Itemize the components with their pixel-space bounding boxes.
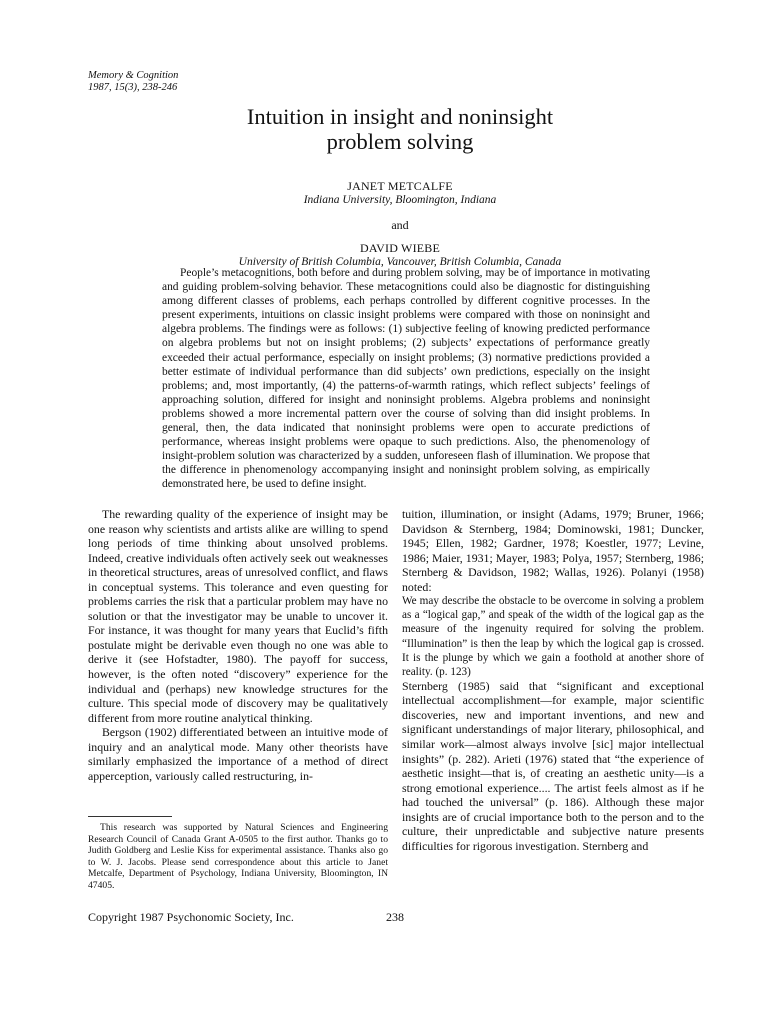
journal-volume: 1987, 15(3), 238-246 (88, 82, 178, 93)
author-separator: and (391, 218, 409, 232)
abstract: People’s metacognitions, both before and during problem solving, may be of importance in motivating and guiding problem-solving behavior. These metacognitions could also be diagnostic for distinguishing among different classes of problems, each perhaps controlled by different cognitive processes. In the present experiments, intuitions on classic insight problems were compared with those on noninsight and algebra problems. The findings were as follows: (1) subjective feeling of knowing predicted performance on algebra problems but not on insight problems; (2) subjects’ expectations of performance greatly exceeded their actual performance, especially on insight problems; (3) normative predictions provided a better estimate of individual performance than did subjects’ own predictions, especially on the insight problems; and, most importantly, (4) the patterns-of-warmth ratings, which reflect subjects’ feelings of approaching solution, differed for insight and noninsight problems. Algebra problems and noninsight problems showed a more incremental pattern over the course of solving than did insight problems. In general, then, the data indicated that noninsight problems were open to accurate predictions of performance, whereas insight problems were opaque to such predictions. Also, the phenomenology of insight-problem solution was characterized by a sudden, unforeseen flash of illumination. We propose that the difference in phenomenology accompanying insight and noninsight problem solving, as empirically demonstrated here, be used to define insight. (162, 267, 650, 491)
title-line-1: Intuition in insight and noninsight (246, 104, 554, 129)
body-paragraph: tuition, illumination, or insight (Adams, 1979; Bruner, 1966; Davidson & Sternberg, 1984; Dominowski, 1981; Duncker, 1945; Ellen, 1982; Gardner, 1978; Koestler, 1977; Levine, 1986; Maier, 1931; Mayer, 1983; Polya, 1957; Sternberg, 1986; Sternberg & Davidson, 1982; Wallas, 1926). Polanyi (1958) noted: (402, 507, 704, 594)
author-2 (150, 241, 650, 269)
author-name: DAVID WIEBE (359, 241, 441, 255)
body-column-left (88, 507, 388, 783)
body-column-right (402, 507, 704, 853)
paper-title (150, 104, 650, 154)
author-affiliation: Indiana University, Bloomington, Indiana (303, 194, 497, 206)
page-number: 238 (386, 910, 404, 924)
journal-citation (88, 70, 178, 94)
journal-name: Memory & Cognition (88, 70, 179, 81)
title-line-2: problem solving (326, 129, 474, 154)
author-1 (150, 179, 650, 207)
body-paragraph: Bergson (1902) differentiated between an intuitive mode of inquiry and an analytical mode. Many other theorists have similarly emphasized the importance of a method of direct apperception, variously called restructuring, in- (88, 725, 388, 783)
footnote: This research was supported by Natural Sciences and Engineering Research Council of Canada Grant A-0505 to the first author. Thanks go to Judith Goldberg and Leslie Kiss for experimental assistance. Thanks also go to W. J. Jacobs. Please send correspondence about this article to Janet Metcalfe, Department of Psychology, Indiana University, Bloomington, IN 47405. (88, 822, 388, 891)
author-name: JANET METCALFE (347, 179, 453, 193)
footnote-rule (88, 816, 172, 817)
body-paragraph: The rewarding quality of the experience of insight may be one reason why scientists and artists alike are willing to spend long periods of time thinking about unsolved problems. Indeed, creative individuals often actively seek out weaknesses in theoretical structures, areas of unresolved conflict, and flaws in conceptual systems. This tolerance and even questing for problems carries the risk that a particular problem may have no solution or that the investigator may be unable to uncover it. For instance, it was thought for many years that Euclid’s fifth postulate might be derivable even though no one was able to derive it (see Hofstadter, 1980). The payoff for success, however, is the often noted “discovery” experience for the individual and (perhaps) new knowledge structures for the culture. This special mode of discovery may be qualitatively different from more routine analytical thinking. (88, 507, 388, 725)
copyright-notice: Copyright 1987 Psychonomic Society, Inc. (88, 910, 294, 924)
body-paragraph: Sternberg (1985) said that “significant and exceptional intellectual accomplishment—for example, major scientific discoveries, new and important inventions, and new and significant understandings of major literary, philosophical, and similar work—almost always involve [sic] major intellectual insights” (p. 282). Arieti (1976) stated that “the experience of aesthetic insight—that is, of creating an aesthetic unity—is a strong emotional experience.... The artist feels almost as if he had touched the universal” (p. 186). Although these major insights are of crucial importance both to the person and to the culture, their unpredictable and subjective nature presents difficulties for rigorous investigation. Sternberg and (402, 678, 704, 853)
block-quote: We may describe the obstacle to be overcome in solving a problem as a “logical gap,” and speak of the width of the logical gap as the measure of the ingenuity required for solving the problem. “Illumination” is then the leap by which the logical gap is crossed. It is the plunge by which we gain a foothold at another shore of reality. (p. 123) (402, 595, 704, 678)
author-affiliation: University of British Columbia, Vancouver, British Columbia, Canada (238, 256, 562, 268)
